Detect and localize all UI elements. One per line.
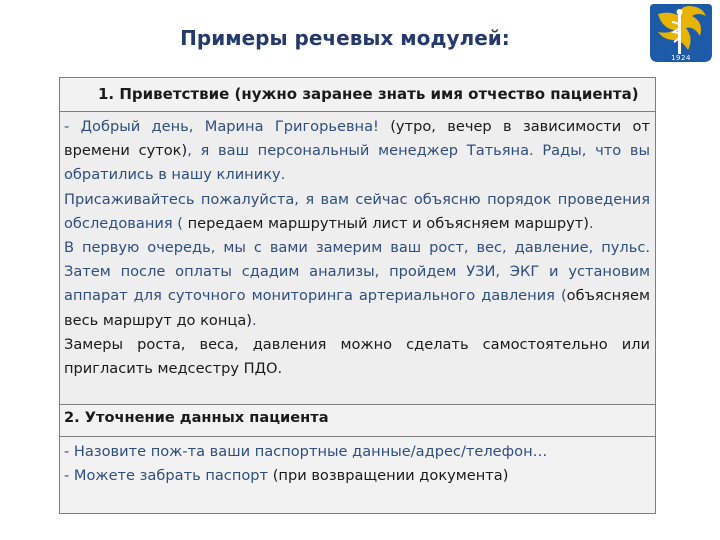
- greeting-text: - Добрый день, Марина Григорьевна!: [64, 118, 379, 135]
- greeting-paragraph: [64, 115, 650, 188]
- greeting-text-cont: , я ваш персональный менеджер Татьяна. Рады, что вы обратились в нашу клинику.: [64, 142, 650, 184]
- measurements-paragraph: Замеры роста, веса, давления можно сделать самостоятельно или пригласить медсестру ПДО.: [64, 335, 650, 378]
- procedure-end: .: [588, 214, 594, 232]
- section-patient-data-heading: 2. Уточнение данных пациента: [60, 405, 655, 436]
- procedure-text: Присаживайтесь пожалуйста, я вам сейчас объясню порядок проведения обследования (: [64, 190, 650, 232]
- section-patient-data-body: [60, 437, 655, 513]
- section-greeting-heading: 1. Приветствие (нужно заранее знать имя отчество пациента): [60, 78, 655, 111]
- route-end: .: [251, 311, 257, 329]
- passport-request-line: - Назовите пож-та ваши паспортные данные/адрес/телефон…: [64, 443, 548, 460]
- greeting-note: (утро, вечер в зависимости от времени суток): [64, 118, 650, 160]
- route-note: объясняем весь маршрут до конца): [64, 287, 650, 329]
- passport-return-line: [64, 464, 650, 488]
- speech-modules-box: [59, 77, 656, 514]
- route-text: В первую очередь, мы с вами замерим ваш рост, вес, давление, пульс. Затем после оплаты сдадим анализы, пройдем УЗИ, ЭКГ и установим аппарат для суточного мониторинга артериального давления (: [64, 239, 650, 305]
- procedure-paragraph: [64, 188, 650, 236]
- passport-return-note: (при возвращении документа): [272, 467, 509, 485]
- passport-return-text: - Можете забрать паспорт: [64, 467, 273, 485]
- logo-year: 1924: [671, 54, 691, 62]
- page-title: Примеры речевых модулей:: [180, 26, 510, 50]
- clinic-logo: [648, 2, 714, 64]
- procedure-note: передаем маршрутный лист и объясняем маршрут): [187, 214, 589, 232]
- route-paragraph: [64, 236, 650, 333]
- section-greeting-body: [60, 112, 655, 404]
